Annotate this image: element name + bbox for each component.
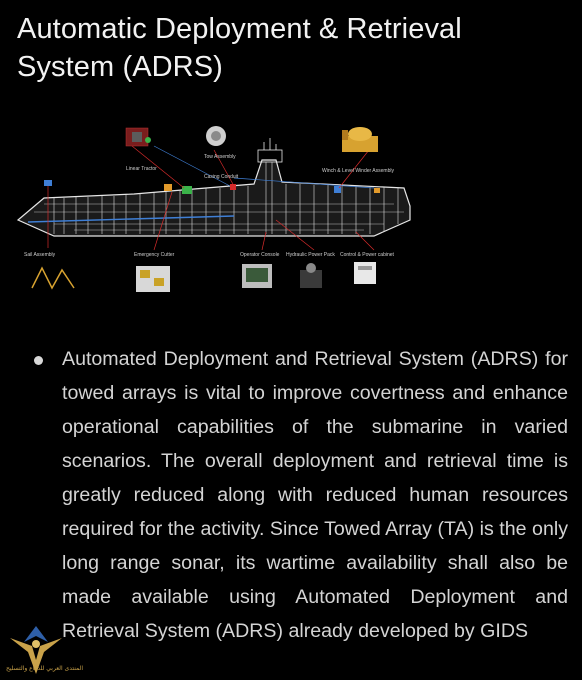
emergency-cutter-image [136,266,170,292]
bullet-icon [34,356,43,365]
submarine-adrs-diagram [14,120,414,310]
label-control-power-cabinet: Control & Power cabinet [340,252,394,258]
casing-component-marker [164,184,172,191]
hydraulic-power-pack-image [300,263,322,288]
bullet-paragraph: Automated Deployment and Retrieval System (ADRS) for towed arrays is vital to improve covertness and enhance operational capabilities of the submarine in varied scenarios. The overall deployment and retrieval time is greatly reduced along with reduced human resources required for the activity. Since Towed Array (TA) is the only long range sonar, its wartime availability shall also be made available using Automated Deployment and Retrieval System (ADRS) already developed by GIDS [62,348,568,642]
linear-tractor-image [126,128,151,146]
operator-console-image [242,264,272,288]
control-power-cabinet-image [354,262,376,284]
label-hydraulic-power-pack: Hydraulic Power Pack [286,252,335,258]
label-linear-tractor: Linear Tractor [126,166,157,172]
winch-assembly-image [342,127,378,152]
label-sail-assembly: Sail Assembly [24,252,56,258]
label-tow-assembly: Tow Assembly [204,154,236,160]
tow-assembly-image [206,126,226,146]
label-winch: Winch & Level Winder Assembly [322,168,394,174]
watermark-text: المنتدى العربي للدفاع والتسليح [6,665,83,672]
sail-component-marker [44,180,52,186]
slide-title: Automatic Deployment & Retrieval System (ADRS) [17,13,462,83]
label-operator-console: Operator Console [240,252,280,258]
sail-assembly-image [32,268,74,288]
label-emergency-cutter: Emergency Cutter [134,252,175,258]
label-casing-conduit: Casing Conduit [204,174,239,180]
